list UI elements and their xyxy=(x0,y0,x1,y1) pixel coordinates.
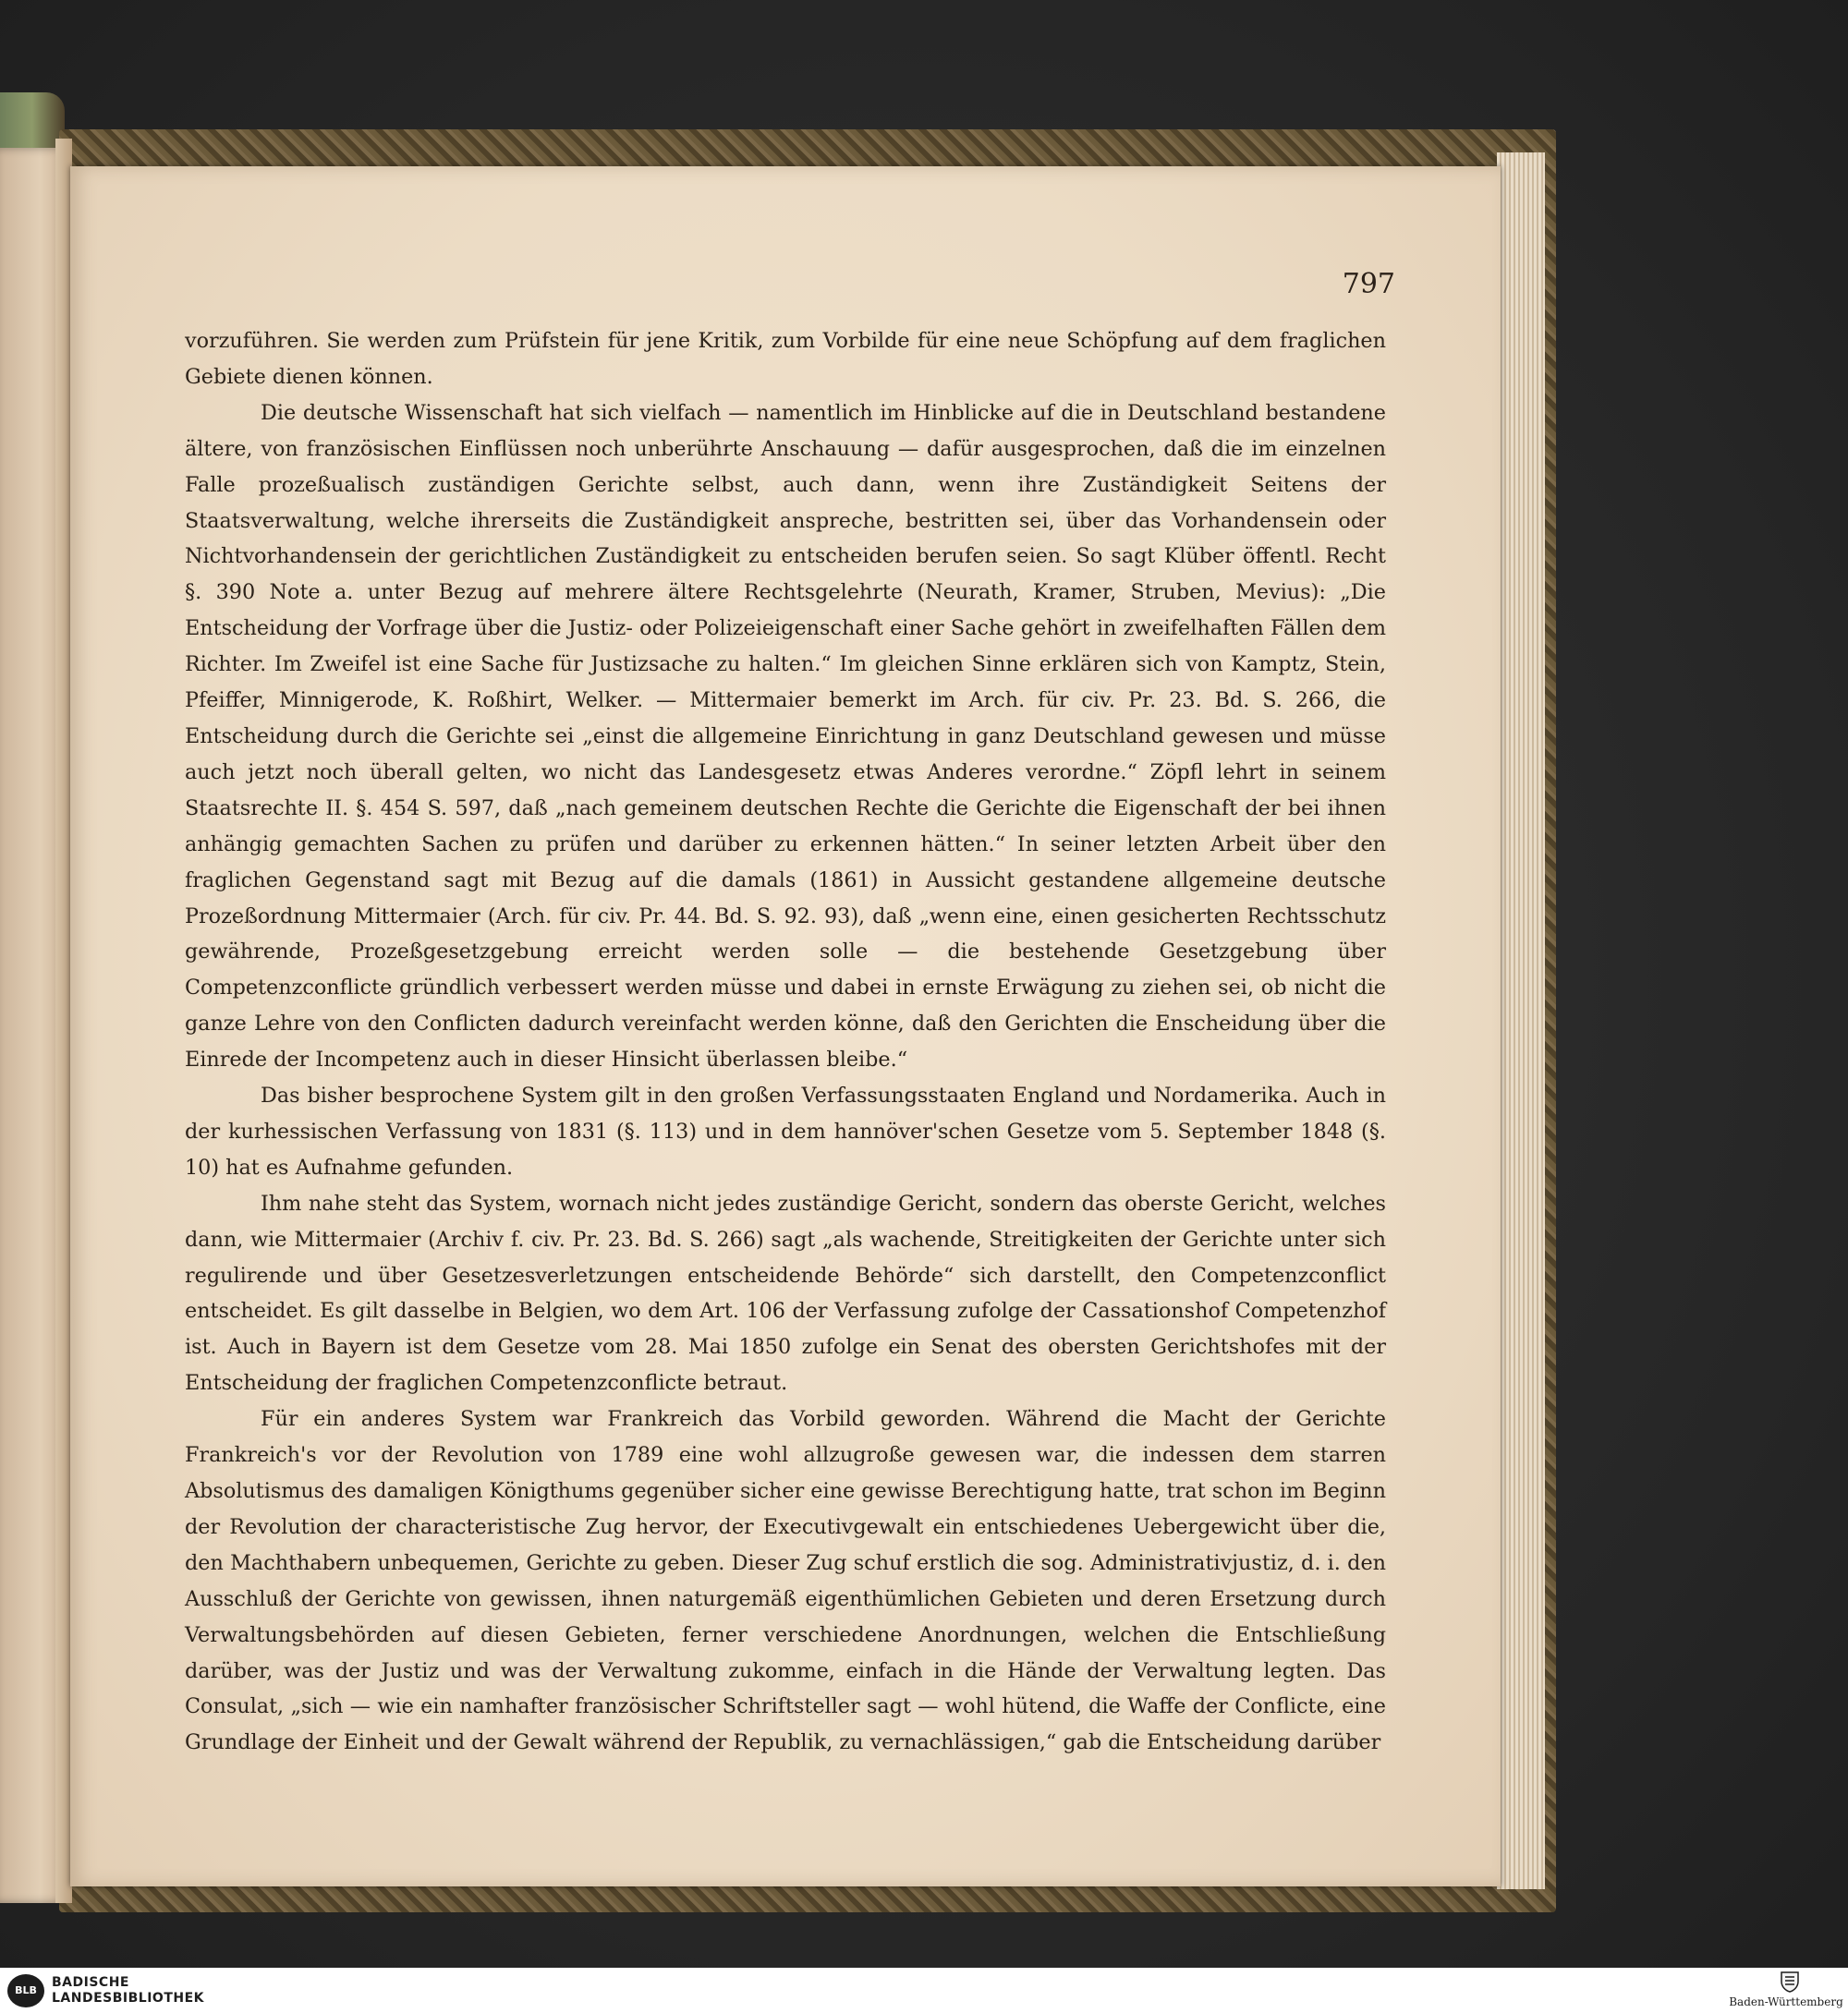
state-crest-icon xyxy=(1778,1970,1802,1994)
library-name-line1: BADISCHE xyxy=(52,1975,129,1990)
paragraph: Für ein anderes System war Frankreich das Vorbild geworden. Während die Macht der Gerichte Frankreich's vor der Revolution von 1789 eine wohl allzugroße gewesen war, die indessen dem starren Absolutismus des damaligen Königthums gegenüber sicher eine gewisse Berechtigung hatte, trat schon im Beginn der Revolution der characteristische Zug hervor, der Executivgewalt ein entschiedenes Uebergewicht über die, den Machthabern unbequemen, Gerichte zu geben. Dieser Zug schuf erstlich die sog. Administrativjustiz, d. i. den Ausschluß der Gerichte von gewissen, ihnen naturgemäß eigenthümlichen Gebieten und deren Ersetzung durch Verwaltungsbehörden auf diesen Gebieten, ferner verschiedene Anordnungen, welchen die Entschließung darüber, was der Justiz und was der Verwaltung zukomme, einfach in die Hände der Verwaltung legten. Das Consulat, „sich — wie ein namhafter französischer Schriftsteller sagt — wohl hütend, die Waffe der Conflicte, eine Grundlage der Einheit und der Gewalt während der Republik, zu vernachlässigen,“ gab die Entscheidung darüber xyxy=(185,1407,1386,1755)
paragraph: Das bisher besprochene System gilt in den großen Verfassungsstaaten England und Nordamerika. Auch in der kurhessischen Verfassung von 1831 (§. 113) und in dem hannöver'schen Gesetze vom 5. September 1848 (§. 10) hat es Aufnahme gefunden. xyxy=(185,1084,1386,1180)
page-stack-edge xyxy=(1497,152,1545,1889)
paragraph: vorzuführen. Sie werden zum Prüfstein für jene Kritik, zum Vorbilde für eine neue Schöpfung auf dem fraglichen Gebiete dienen können. xyxy=(185,329,1386,389)
blb-logo-icon[interactable]: BLB xyxy=(7,1974,44,2007)
page-text xyxy=(185,323,1386,1761)
library-name[interactable] xyxy=(52,1975,292,2007)
partner-name: Baden-Württemberg xyxy=(1729,1995,1843,2008)
page-number: 797 xyxy=(1342,268,1395,300)
paragraph: Ihm nahe steht das System, wornach nicht jedes zuständige Gericht, sondern das oberste Gericht, welches dann, wie Mittermaier (Archiv f. civ. Pr. 23. Bd. S. 266) sagt „als wachende, Streitigkeiten der Gerichte unter sich regulirende und über Gesetzesverletzungen entscheidende Behörde“ sich darstellt, den Competenzconflict entscheidet. Es gilt dasselbe in Belgien, wo dem Art. 106 der Verfassung zufolge der Cassationshof Competenzhof ist. Auch in Bayern ist dem Gesetze vom 28. Mai 1850 zufolge ein Senat des obersten Gerichtshofes mit der Entscheidung der fraglichen Competenzconflicte betraut. xyxy=(185,1191,1386,1396)
library-name-line2: LANDESBIBLIOTHEK xyxy=(52,1991,205,2006)
paragraph: Die deutsche Wissenschaft hat sich vielfach — namentlich im Hinblicke auf die in Deutschland bestandene ältere, von französischen Einflüssen noch unberührte Anschauung — dafür ausgesprochen, daß die im einzelnen Falle prozeßualisch zuständigen Gerichte selbst, auch dann, wenn ihre Zuständigkeit Seitens der Staatsverwaltung, welche ihrerseits die Zuständigkeit anspreche, bestritten sei, über das Vorhandensein oder Nichtvorhandensein der gerichtlichen Zuständigkeit zu entscheiden berufen seien. So sagt Klüber öffentl. Recht §. 390 Note a. unter Bezug auf mehrere ältere Rechtsgelehrte (Neurath, Kramer, Struben, Mevius): „Die Entscheidung der Vorfrage über die Justiz- oder Polizeieigenschaft einer Sache gehört in zweifelhaften Fällen dem Richter. Im Zweifel ist eine Sache für Justizsache zu halten.“ Im gleichen Sinne erklären sich von Kamptz, Stein, Pfeiffer, Minnigerode, K. Roßhirt, Welker. — Mittermaier bemerkt im Arch. für civ. Pr. 23. Bd. S. 266, die Entscheidung durch die Gerichte sei „einst die allgemeine Einrichtung in ganz Deutschland gewesen und müsse auch jetzt noch überall gelten, wo nicht das Landesgesetz etwas Anderes verordne.“ Zöpfl lehrt in seinem Staatsrechte II. §. 454 S. 597, daß „nach gemeinem deutschen Rechte die Gerichte die Eigenschaft der bei ihnen anhängig gemachten Sachen zu prüfen und darüber zu erkennen hätten.“ In seiner letzten Arbeit über den fraglichen Gegenstand sagt mit Bezug auf die damals (1861) in Aussicht gestandene allgemeine deutsche Prozeßordnung Mittermaier (Arch. für civ. Pr. 44. Bd. S. 92. 93), daß „wenn eine, einen gesicherten Rechtsschutz gewährende, Prozeßgesetzgebung erreicht werden solle — die bestehende Gesetzgebung über Competenzconflicte gründlich verbessert werden müsse und dabei in ernste Erwägung zu ziehen sei, ob nicht die ganze Lehre von den Conflicten dadurch vereinfacht werden könne, daß den Gerichten die Enscheidung über die Einrede der Incompetenz auch in dieser Hinsicht überlassen bleibe.“ xyxy=(185,400,1386,1073)
